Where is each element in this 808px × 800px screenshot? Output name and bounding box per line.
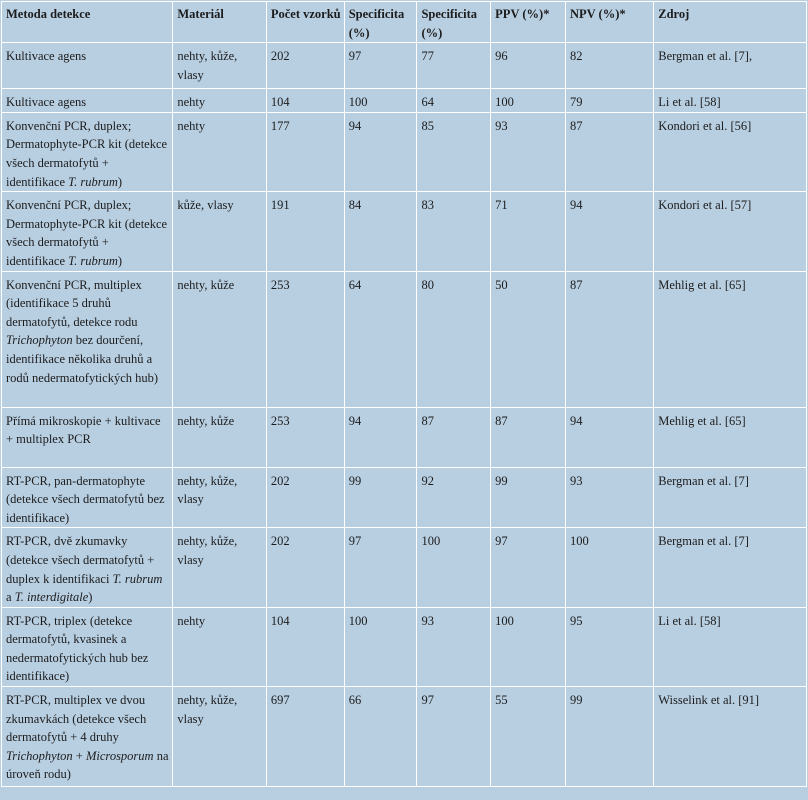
species-name: Trichophyton [6,333,73,348]
header-ppv: PPV (%)* [491,2,566,43]
cell-method: Konvenční PCR, duplex; Dermatophyte-PCR kit (detekce všech dermatofytů + identifikace T. rubrum) [2,112,173,191]
table-row [2,112,807,191]
species-name: T. rubrum [68,253,118,268]
cell-method: Kultivace agens [2,43,173,89]
cell-npv: 79 [565,89,653,113]
cell-specificity-2: 87 [417,407,491,467]
cell-sample-count: 697 [266,687,344,787]
cell-specificity-2: 83 [417,192,491,271]
cell-material: nehty [173,112,266,191]
species-name: T. rubrum [112,571,163,586]
cell-specificity-1: 100 [344,89,417,113]
cell-sample-count: 202 [266,528,344,607]
cell-method: Kultivace agens [2,89,173,113]
header-npv: NPV (%)* [565,2,653,43]
cell-material: nehty, kůže, vlasy [173,528,266,607]
cell-sample-count: 177 [266,112,344,191]
cell-material: nehty, kůže, vlasy [173,467,266,528]
cell-specificity-1: 94 [344,407,417,467]
cell-npv: 87 [565,271,653,407]
cell-sample-count: 104 [266,89,344,113]
species-name: Microsporum [85,748,154,763]
detection-methods-table [1,1,807,787]
cell-ppv: 50 [491,271,566,407]
cell-ppv: 100 [491,89,566,113]
species-name: Trichophyton [6,748,73,763]
cell-sample-count: 104 [266,607,344,686]
cell-ppv: 87 [491,407,566,467]
cell-npv: 95 [565,607,653,686]
table-body [2,43,807,787]
cell-npv: 93 [565,467,653,528]
cell-specificity-1: 64 [344,271,417,407]
cell-source: Mehlig et al. [65] [654,271,807,407]
cell-npv: 87 [565,112,653,191]
cell-specificity-2: 100 [417,528,491,607]
cell-specificity-2: 92 [417,467,491,528]
cell-specificity-1: 84 [344,192,417,271]
cell-method: RT-PCR, multiplex ve dvou zkumavkách (detekce všech dermatofytů + 4 druhy Trichophyton + Microsporum na úroveň rodu) [2,687,173,787]
cell-npv: 100 [565,528,653,607]
cell-sample-count: 202 [266,467,344,528]
table-row [2,271,807,407]
table-row [2,607,807,686]
cell-specificity-2: 80 [417,271,491,407]
cell-source: Li et al. [58] [654,89,807,113]
cell-method: RT-PCR, dvě zkumavky (detekce všech dermatofytů + duplex k identifikaci T. rubrum a T. interdigitale) [2,528,173,607]
cell-specificity-1: 97 [344,528,417,607]
table-row [2,407,807,467]
cell-ppv: 55 [491,687,566,787]
table-row [2,89,807,113]
header-specificity-1: Specificita (%) [344,2,417,43]
table-row [2,467,807,528]
cell-specificity-1: 99 [344,467,417,528]
cell-sample-count: 191 [266,192,344,271]
cell-specificity-1: 97 [344,43,417,89]
cell-sample-count: 253 [266,407,344,467]
cell-source: Li et al. [58] [654,607,807,686]
header-sample-count: Počet vzorků [266,2,344,43]
cell-specificity-2: 93 [417,607,491,686]
cell-material: nehty, kůže, vlasy [173,43,266,89]
header-method: Metoda detekce [2,2,173,43]
cell-ppv: 99 [491,467,566,528]
cell-source: Bergman et al. [7] [654,467,807,528]
cell-specificity-2: 64 [417,89,491,113]
cell-specificity-2: 85 [417,112,491,191]
table-row [2,43,807,89]
cell-specificity-1: 94 [344,112,417,191]
cell-method: Konvenční PCR, duplex; Dermatophyte-PCR kit (detekce všech dermatofytů + identifikace T. rubrum) [2,192,173,271]
cell-material: nehty, kůže, vlasy [173,687,266,787]
cell-specificity-2: 97 [417,687,491,787]
cell-npv: 94 [565,192,653,271]
cell-material: nehty, kůže [173,407,266,467]
cell-npv: 82 [565,43,653,89]
cell-sample-count: 202 [266,43,344,89]
cell-npv: 94 [565,407,653,467]
cell-method: Přímá mikroskopie + kultivace + multiplex PCR [2,407,173,467]
cell-source: Kondori et al. [56] [654,112,807,191]
cell-material: nehty, kůže [173,271,266,407]
cell-npv: 99 [565,687,653,787]
header-material: Materiál [173,2,266,43]
table-header-row [2,2,807,43]
cell-material: nehty [173,607,266,686]
cell-source: Bergman et al. [7] [654,528,807,607]
cell-material: kůže, vlasy [173,192,266,271]
cell-method: Konvenční PCR, multiplex (identifikace 5 druhů dermatofytů, detekce rodu Trichophyton bez dourčení, identifikace několika druhů a rodů nedermatofytických hub) [2,271,173,407]
cell-ppv: 96 [491,43,566,89]
cell-ppv: 93 [491,112,566,191]
species-name: T. interdigitale [14,590,89,605]
cell-source: Bergman et al. [7], [654,43,807,89]
table-row [2,528,807,607]
table-row [2,192,807,271]
cell-source: Kondori et al. [57] [654,192,807,271]
cell-sample-count: 253 [266,271,344,407]
cell-ppv: 71 [491,192,566,271]
cell-method: RT-PCR, triplex (detekce dermatofytů, kvasinek a nedermatofytických hub bez identifikace) [2,607,173,686]
header-specificity-2: Specificita (%) [417,2,491,43]
table-row [2,687,807,787]
species-name: T. rubrum [68,174,118,189]
cell-source: Wisselink et al. [91] [654,687,807,787]
cell-ppv: 100 [491,607,566,686]
cell-specificity-2: 77 [417,43,491,89]
cell-ppv: 97 [491,528,566,607]
cell-specificity-1: 100 [344,607,417,686]
cell-specificity-1: 66 [344,687,417,787]
cell-material: nehty [173,89,266,113]
cell-method: RT-PCR, pan-dermatophyte (detekce všech dermatofytů bez identifikace) [2,467,173,528]
header-source: Zdroj [654,2,807,43]
cell-source: Mehlig et al. [65] [654,407,807,467]
